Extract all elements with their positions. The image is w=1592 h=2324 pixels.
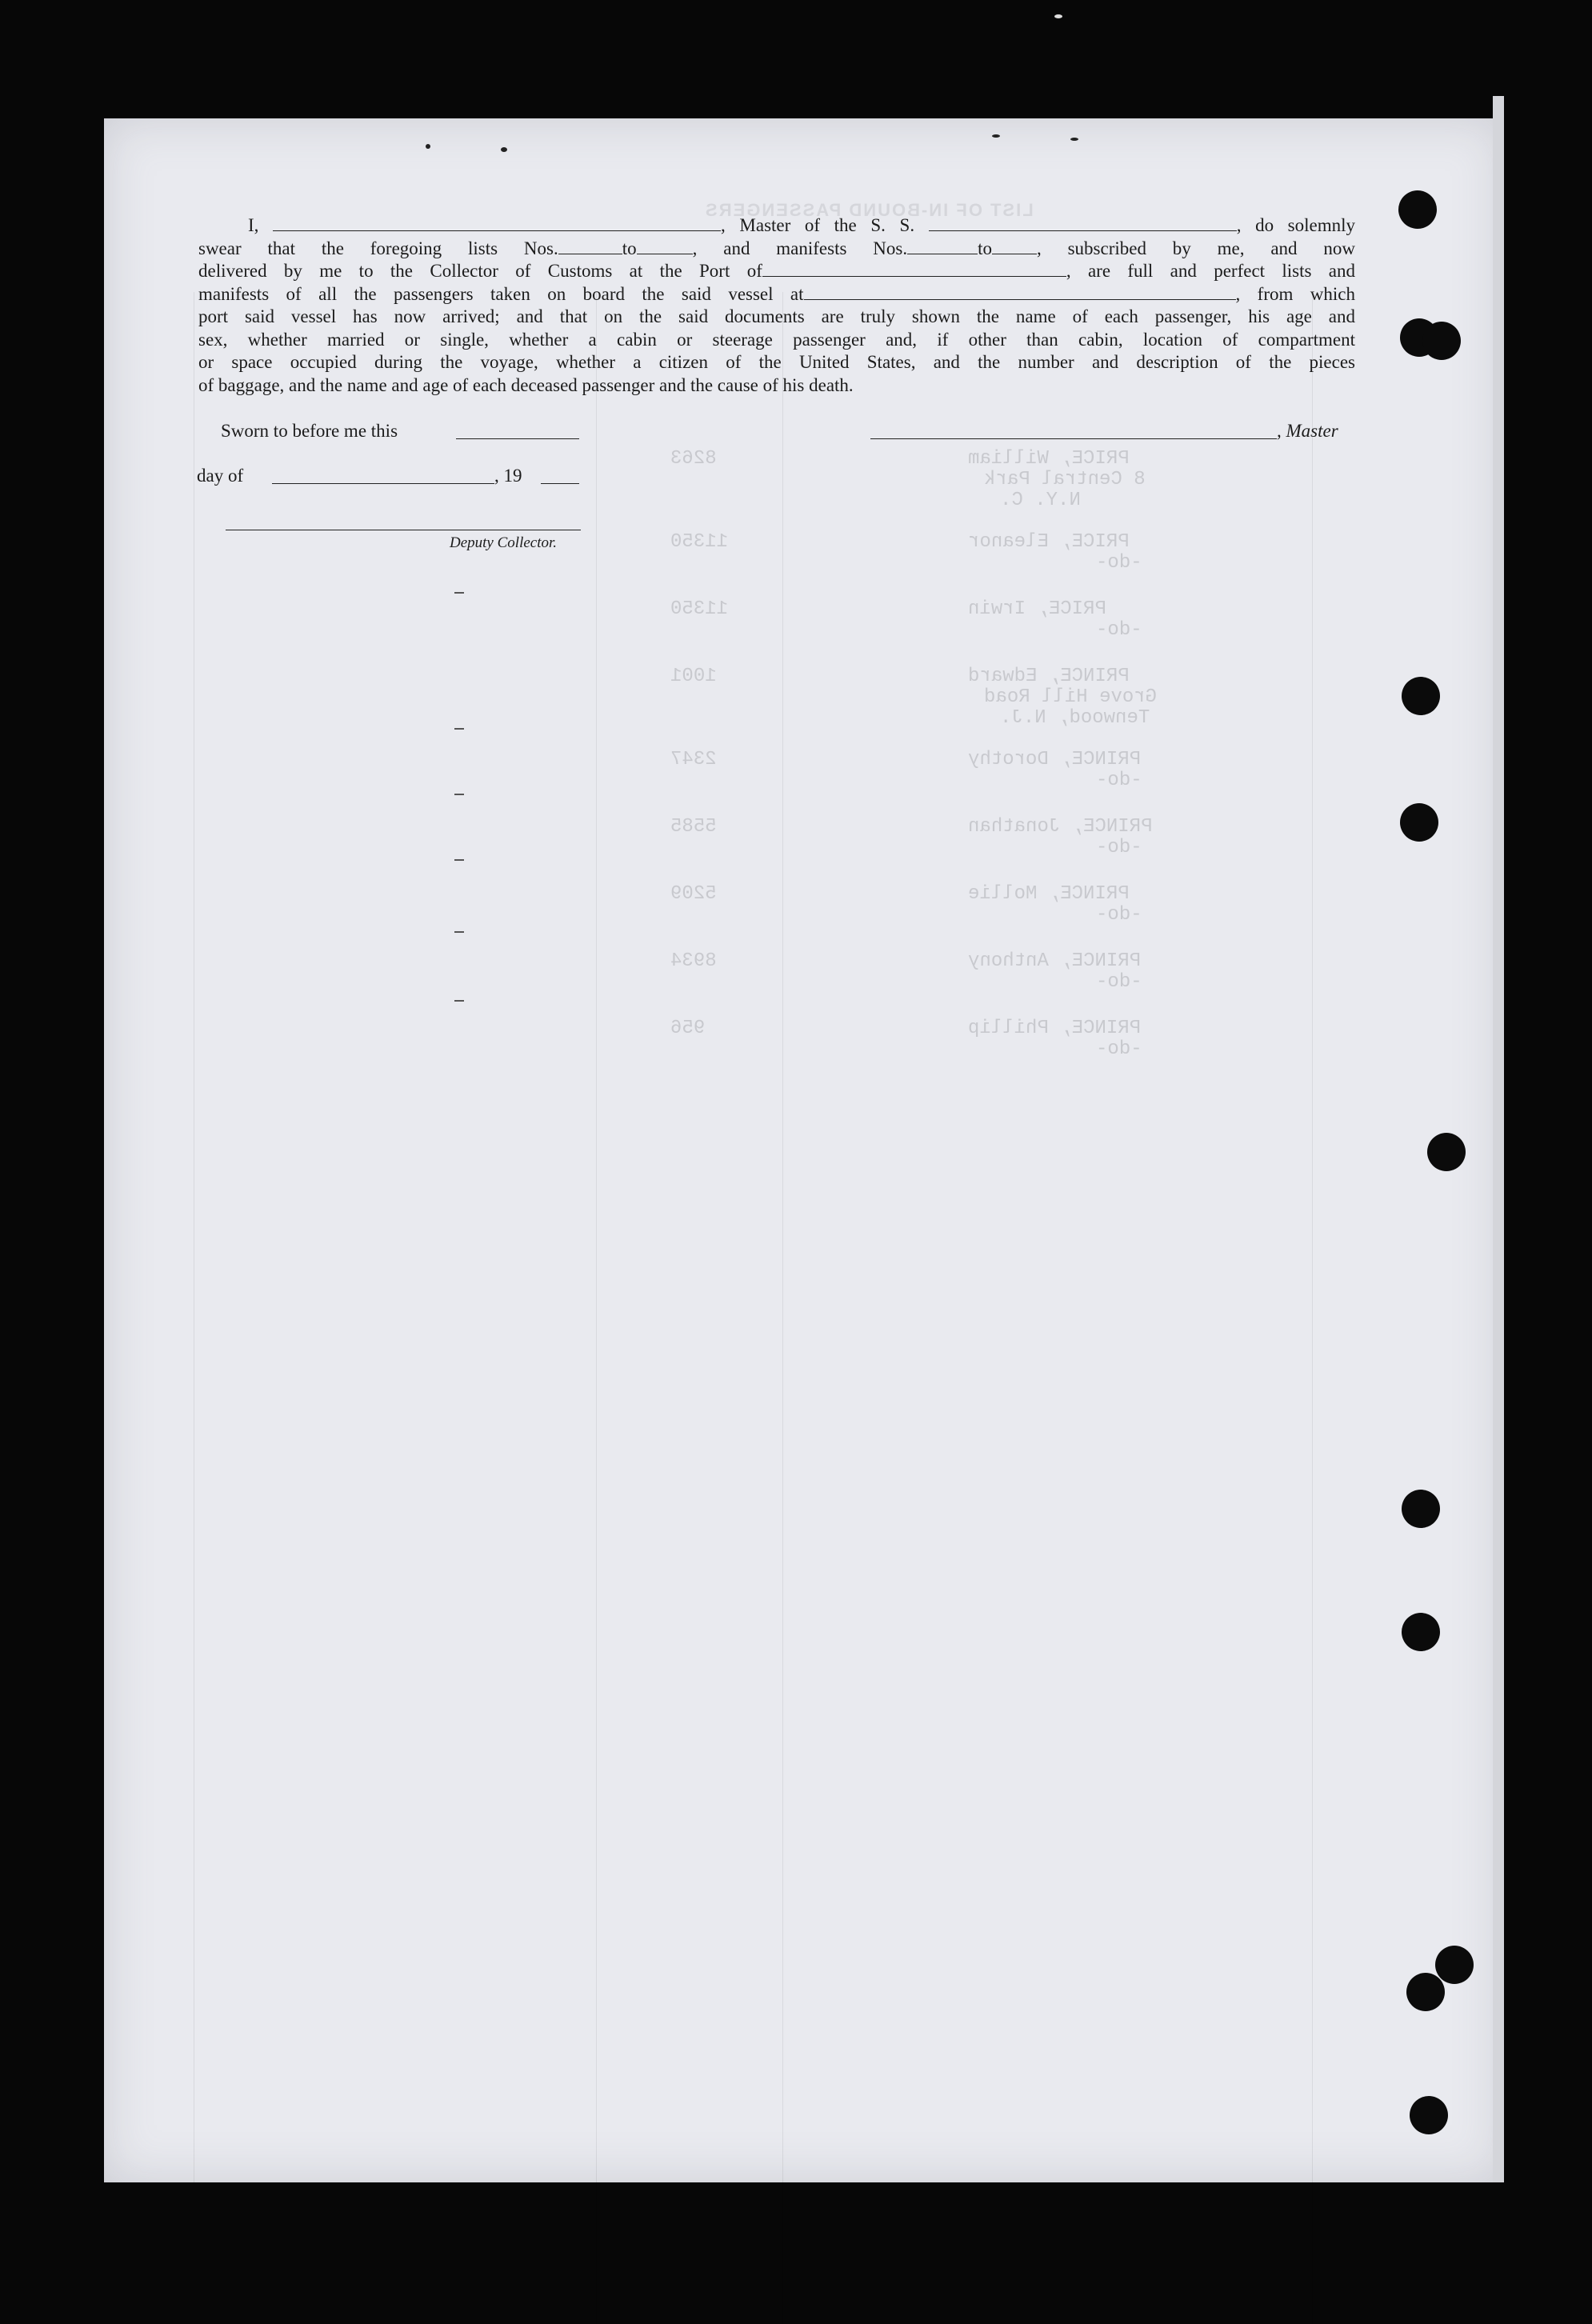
bleed-through-name: PRICE, William — [968, 448, 1130, 470]
bleed-through-number: 5209 — [670, 883, 717, 905]
speck — [1054, 14, 1062, 18]
bleed-through-name: PRICE, Eleanor — [968, 531, 1130, 553]
bleed-through-address: Tenwood, N.J. — [1000, 707, 1150, 729]
speck — [426, 144, 430, 149]
bleed-through-name: PRICE, Irwin — [968, 598, 1106, 620]
speck — [992, 134, 1000, 138]
bleed-through-name: PRINCE, Dorothy — [968, 749, 1142, 770]
day-of-label: day of — [197, 466, 244, 486]
oath-word: , do solemnly — [1236, 215, 1356, 235]
oath-paragraph — [198, 214, 1355, 397]
oath-word: , Master of the S. S. — [721, 215, 915, 235]
column-mark — [454, 1000, 464, 1002]
bleed-through-address: -do- — [1096, 619, 1142, 641]
bleed-through-address: -do- — [1096, 971, 1142, 993]
punch-hole — [1410, 2096, 1448, 2134]
column-mark — [454, 931, 464, 933]
bleed-through-number: 8263 — [670, 448, 717, 470]
bleed-through-number: 956 — [670, 1018, 706, 1039]
oath-word: , are full and perfect lists and — [1066, 261, 1356, 281]
bleed-through-name: PRINCE, Jonathan — [968, 816, 1153, 838]
oath-word: to — [978, 238, 992, 258]
oath-word: to — [622, 238, 637, 258]
master-label: , Master — [1277, 421, 1338, 441]
deputy-collector-label: Deputy Collector. — [450, 534, 558, 551]
bleed-through-address: Grove Hill Road — [984, 686, 1158, 708]
master-name-blank — [273, 216, 721, 231]
oath-word: , subscribed by me, and now — [1036, 238, 1355, 258]
bleed-through-name: PRINCE, Anthony — [968, 950, 1142, 972]
ship-name-blank — [929, 216, 1237, 231]
oath-line: sex, whether married or single, whether a cabin or steerage passenger and, if other than cabin, location of compartment — [198, 329, 1355, 350]
punch-hole — [1427, 1133, 1466, 1171]
bleed-through-name: PRINCE, Edward — [968, 666, 1130, 687]
bleed-through-header: LIST OF IN-BOUND PASSENGERS — [704, 200, 1034, 220]
bleed-through-address: -do- — [1096, 552, 1142, 574]
port-blank — [762, 262, 1066, 277]
bleed-through-number: 1001 — [670, 666, 717, 687]
oath-line: of baggage, and the name and age of each deceased passenger and the cause of his death. — [198, 374, 854, 395]
year-label: , 19 — [494, 466, 522, 486]
oath-word: , from which — [1235, 283, 1355, 304]
bleed-through-number: 11350 — [670, 598, 729, 620]
bleed-through-address: -do- — [1096, 1038, 1142, 1060]
form-column-rule — [1312, 292, 1313, 2324]
punch-hole — [1402, 1613, 1440, 1651]
manifests-to-blank — [992, 239, 1037, 254]
bleed-through-address: -do- — [1096, 904, 1142, 926]
column-mark — [454, 592, 464, 594]
oath-line: port said vessel has now arrived; and that on the said documents are truly shown the name of each passenger, his age and — [198, 306, 1355, 326]
speck — [1070, 138, 1078, 141]
manifests-from-blank — [907, 239, 978, 254]
punch-hole — [1435, 1946, 1474, 1984]
form-column-rule — [596, 292, 597, 2324]
oath-word: delivered by me to the Collector of Customs at the Port of — [198, 261, 762, 281]
lists-from-blank — [558, 239, 622, 254]
lists-to-blank — [637, 239, 693, 254]
page-edge — [1493, 96, 1504, 2182]
punch-hole — [1406, 1973, 1445, 2011]
bleed-through-number: 5585 — [670, 816, 717, 838]
speck — [501, 147, 507, 152]
bleed-through-address: -do- — [1096, 837, 1142, 858]
bleed-through-address: N.Y. C. — [1000, 490, 1081, 511]
form-column-rule — [782, 292, 783, 2324]
column-mark — [454, 859, 464, 861]
bleed-through-address: -do- — [1096, 770, 1142, 791]
master-signature-blank — [870, 438, 1277, 439]
punch-hole — [1402, 677, 1440, 715]
bleed-through-name: PRINCE, Mollie — [968, 883, 1130, 905]
bleed-through-number: 8934 — [670, 950, 717, 972]
sworn-label: Sworn to before me this — [221, 421, 398, 441]
punch-hole — [1398, 190, 1437, 229]
oath-line: or space occupied during the voyage, whether a citizen of the United States, and the number and description of the pieces — [198, 352, 1355, 372]
oath-word: swear that the foregoing lists Nos. — [198, 238, 558, 258]
punch-hole — [1402, 1490, 1440, 1528]
column-mark — [454, 794, 464, 795]
bleed-through-number: 2347 — [670, 749, 717, 770]
month-blank — [272, 483, 494, 484]
bleed-through-number: 11350 — [670, 531, 729, 553]
bleed-through-name: PRINCE, Phillip — [968, 1018, 1142, 1039]
year-blank — [541, 483, 579, 484]
sworn-date-blank — [456, 438, 579, 439]
oath-word: I, — [248, 215, 259, 235]
departure-port-blank — [804, 285, 1236, 300]
oath-word: , and manifests Nos. — [692, 238, 908, 258]
punch-hole — [1422, 322, 1461, 360]
oath-word: manifests of all the passengers taken on board the said vessel at — [198, 283, 804, 304]
column-mark — [454, 728, 464, 730]
bleed-through-address: 8 Central Park — [984, 469, 1146, 490]
punch-hole — [1400, 803, 1438, 842]
